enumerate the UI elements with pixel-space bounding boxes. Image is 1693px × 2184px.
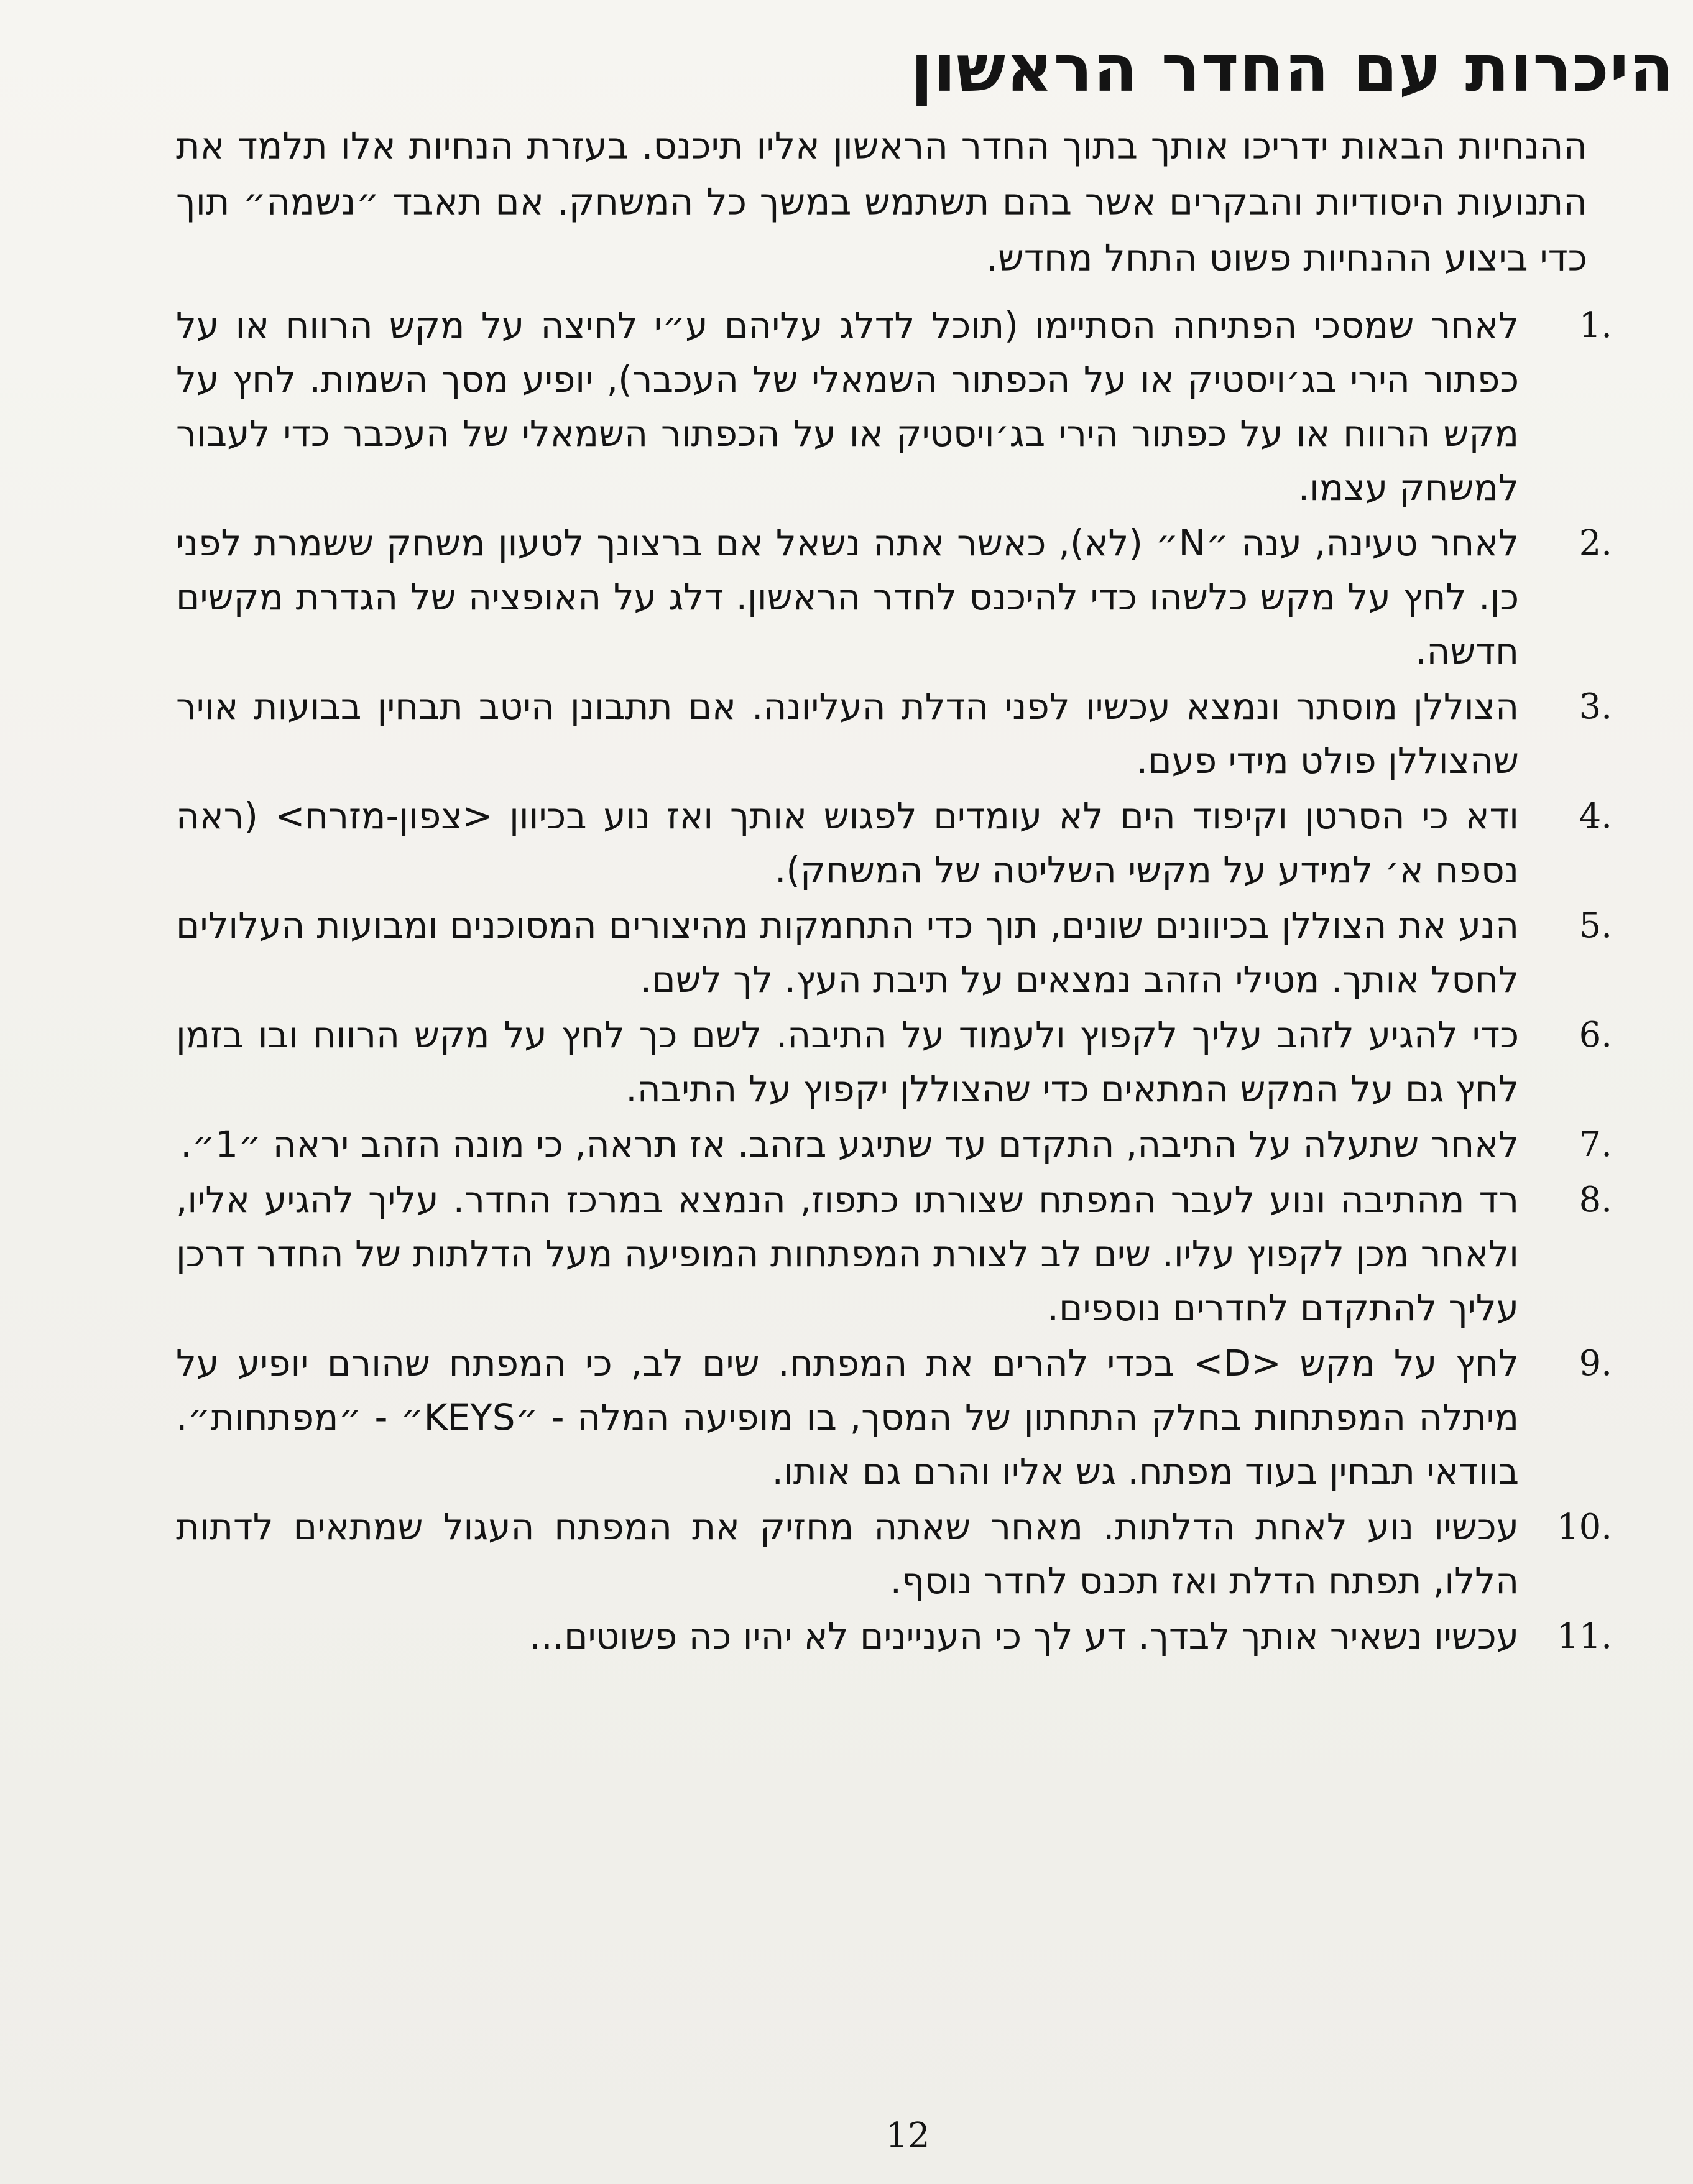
instruction-item <box>176 899 1612 1007</box>
item-number: 2. <box>1579 523 1612 563</box>
instruction-item <box>176 1500 1612 1608</box>
item-text: לחץ על מקש <D> בכדי להרים את המפתח. שים לב, כי המפתח שהורם יופיע על מיתלה המפתחות בחלק התחתון של המסך, בו מופיעה המלה - ״KEYS״ - ״מפתחות״. בוודאי תבחין בעוד מפתח. גש אליו והרם גם אותו. <box>176 1342 1520 1492</box>
item-text: עכשיו נוע לאחת הדלתות. מאחר שאתה מחזיק את המפתח העגול שמתאים לדתות הללו, תפתח הדלת ואז תכנס לחדר נוסף. <box>176 1506 1519 1602</box>
item-number: 4. <box>1579 796 1612 836</box>
item-number: 11. <box>1556 1616 1612 1657</box>
item-text: הנע את הצוללן בכיוונים שונים, תוך כדי התחמקות מהיצורים המסוכנים ומבועות העלולים לחסל אותך. מטילי הזהב נמצאים על תיבת העץ. לך לשם. <box>176 904 1519 1001</box>
item-text: רד מהתיבה ונוע לעבר המפתח שצורתו כתפוז, הנמצא במרכז החדר. עליך להגיע אליו, ולאחר מכן לקפוץ עליו. שים לב לצורת המפתחות המופיעה מעל הדלתות של החדר דרכן עליך להתקדם לחדרים נוספים. <box>176 1178 1519 1329</box>
instruction-item <box>176 516 1612 678</box>
page-number: 12 <box>885 2116 930 2156</box>
item-text: לאחר טעינה, ענה ״N״ (לא), כאשר אתה נשאל אם ברצונך לטעון משחק ששמרת לפני כן. לחץ על מקש כלשהו כדי להיכנס לחדר הראשון. דלג על האופציה של הגדרת מקשים חדשה. <box>176 522 1519 672</box>
instruction-item <box>176 298 1612 515</box>
item-text: לאחר שתעלה על התיבה, התקדם עד שתיגע בזהב. אז תראה, כי מונה הזהב יראה ״1״. <box>180 1123 1519 1165</box>
instruction-item <box>176 1609 1612 1663</box>
item-text: לאחר שמסכי הפתיחה הסתיימו (תוכל לדלג עליהם ע״י לחיצה על מקש הרווח או על כפתור הירי בג׳ויסטיק או על הכפתור השמאלי של העכבר), יופיע מסך השמות. לחץ על מקש הרווח או על כפתור הירי בג׳ויסטיק או על הכפתור השמאלי של העכבר כדי לעבור למשחק עצמו. <box>176 304 1519 509</box>
item-text: הצוללן מוסתר ונמצא עכשיו לפני הדלת העליונה. אם תתבונן היטב תבחין בבועות אויר שהצוללן פולט מידי פעם. <box>176 685 1519 782</box>
item-number: 8. <box>1579 1180 1612 1220</box>
instruction-item <box>176 1008 1612 1116</box>
item-text: עכשיו נשאיר אותך לבדך. דע לך כי העניינים לא יהיו כה פשוטים... <box>529 1615 1519 1657</box>
instruction-item <box>176 1173 1612 1335</box>
instruction-item <box>176 1117 1612 1172</box>
instruction-item <box>176 680 1612 788</box>
item-number: 9. <box>1579 1343 1612 1384</box>
item-number: 3. <box>1579 687 1612 727</box>
item-text: ודא כי הסרטן וקיפוד הים לא עומדים לפגוש אותך ואז נוע בכיוון <צפון-מזרח> (ראה נספח א׳ למידע על מקשי השליטה של המשחק). <box>176 795 1519 891</box>
instruction-item <box>176 789 1612 897</box>
instruction-item <box>176 1336 1612 1499</box>
item-text: כדי להגיע לזהב עליך לקפוץ ולעמוד על התיבה. לשם כך לחץ על מקש הרווח ובו בזמן לחץ גם על המקש המתאים כדי שהצוללן יקפוץ על התיבה. <box>176 1014 1519 1110</box>
intro-paragraph: ההנחיות הבאות ידריכו אותך בתוך החדר הראשון אליו תיכנס. בעזרת הנחיות אלו תלמד את התנועות היסודיות והבקרים אשר בהם תשתמש במשך כל המשחק. אם תאבד ״נשמה״ תוך כדי ביצוע ההנחיות פשוט התחל מחדש. <box>176 124 1587 279</box>
item-number: 10. <box>1556 1507 1612 1547</box>
instruction-list <box>176 298 1612 1665</box>
item-number: 7. <box>1579 1124 1612 1165</box>
item-number: 5. <box>1579 905 1612 946</box>
item-number: 1. <box>1579 305 1612 346</box>
item-number: 6. <box>1579 1015 1612 1055</box>
page-title: היכרות עם החדר הראשון <box>910 30 1674 106</box>
